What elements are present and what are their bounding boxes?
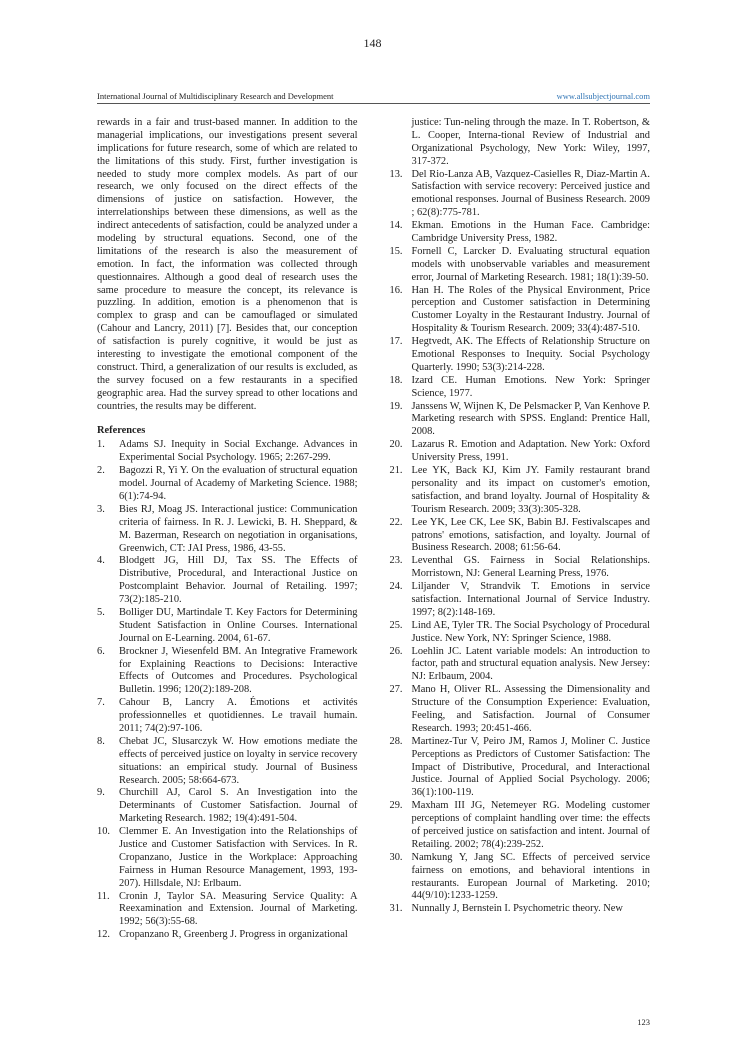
reference-item [97, 826, 358, 890]
reference-number: 7. [97, 697, 105, 709]
reference-number: 27. [389, 684, 403, 696]
reference-number: 5. [97, 606, 105, 618]
reference-item [97, 787, 358, 826]
reference-text: Bies RJ, Moag JS. Interactional justice: Communication criteria of fairness. In R. J. Lewicki, B. H. Sheppard, & M. Bazerman, Research on negotiation in organisations, Greenwich, CT: JAI Press, 1986, 43-55. [119, 503, 358, 554]
reference-item [97, 929, 358, 942]
journal-header [97, 91, 650, 101]
reference-text: Mano H, Oliver RL. Assessing the Dimensionality and Structure of the Consumption Experience: Evaluation, Feeling, and Satisfaction. Journal of Consumer Research. 1993; 20:451-466. [411, 684, 650, 734]
reference-item [390, 800, 651, 852]
reference-text: Lind AE, Tyler TR. The Social Psychology of Procedural Justice. New York, NY: Springer Science, 1988. [411, 619, 650, 644]
reference-number: 19. [389, 400, 403, 412]
reference-item [97, 736, 358, 788]
reference-text: Janssens W, Wijnen K, De Pelsmacker P, Van Kenhove P. Marketing research with SPSS. England: Prentice Hall, 2008. [411, 400, 650, 438]
reference-number: 30. [389, 851, 403, 863]
reference-item [97, 646, 358, 698]
top-page-number: 148 [363, 36, 382, 50]
reference-text: Bolliger DU, Martindale T. Key Factors for Determining Student Satisfaction in Online Courses. International Journal on E-Learning. 2004, 61-67. [119, 606, 358, 644]
right-column [390, 117, 651, 942]
reference-text: Fornell C, Larcker D. Evaluating structural equation models with unobservable variables and measurement error, Journal of Marketing Research. 1981; 18(1):39-50. [411, 245, 650, 283]
reference-text: Cronin J, Taylor SA. Measuring Service Quality: A Reexamination and Extension. Journal of Marketing. 1992; 56(3):55-68. [119, 890, 358, 928]
reference-number: 6. [97, 645, 105, 657]
reference-text: Adams SJ. Inequity in Social Exchange. Advances in Experimental Social Psychology. 1965; 2:267-299. [119, 439, 358, 464]
reference-text: Maxham III JG, Netemeyer RG. Modeling customer perceptions of complaint handling over time: the effects of perceived justice on satisfaction and intent. Journal of Retailing. 2002; 78(4):239-252. [411, 800, 650, 850]
reference-text: Brockner J, Wiesenfeld BM. An Integrative Framework for Explaining Reactions to Decisions: Interactive Effects of Outcomes and Procedures. Psychological Bulletin. 1996; 120(2):189-208. [119, 645, 358, 696]
reference-number: 4. [97, 555, 105, 567]
reference-item [390, 581, 651, 620]
reference-text: Lazarus R. Emotion and Adaptation. New York: Oxford University Press, 1991. [411, 439, 650, 464]
reference-item [390, 375, 651, 401]
reference-text: Lee YK, Back KJ, Kim JY. Family restaurant brand personality and its impact on customer's emotion, satisfaction, and brand loyalty. Journal of Hospitality & Tourism Research. 2009; 33(3):305-328. [411, 465, 650, 515]
two-column-body [97, 117, 650, 942]
reference-item [97, 439, 358, 465]
reference-text: Martinez-Tur V, Peiro JM, Ramos J, Moliner C. Justice Perceptions as Predictors of Customer Satisfaction: The Impact of Distributive, Procedural, and Interactional Justice. Journal of Applied Social Psychology. 2006; 36(1):100-119. [411, 735, 650, 799]
reference-number: 2. [97, 465, 105, 477]
body-paragraph: rewards in a fair and trust-based manner. In addition to the managerial implications, our investigations present several implications for future research, some of which are related to the limitations of this study. First, further investigation is needed to study more complex models. As part of our research, we only focused on the direct effects of the dimensions of justice on satisfaction. However, the interrelationships between these dimensions, as well as the indirect antecedents of satisfaction, could be analyzed under a modeling by structural equations. Second, one of the limitations of the research is also the measurement of emotion. In fact, the information was collected through questionnaires. Although a good deal of research uses the same procedure to measure the concept, its relevance is puzzling. In addition, emotion is a phenomenon that is complex to grasp and can be camouflaged or simulated (Cahour and Lancry, 2011) [7]. Besides that, our conception of satisfaction is purely cognitive, it would be just as interesting to investigate the emotional component of the construct. Third, a generalization of our results is excluded, as the survey focused on a few restaurants in a specified geographic area. Had the survey spread to other locations and countries, the results may be different. [97, 117, 358, 412]
reference-number: 1. [97, 439, 105, 451]
reference-item [390, 684, 651, 736]
reference-item [390, 285, 651, 337]
reference-item [390, 620, 651, 646]
reference-number: 15. [389, 245, 403, 257]
reference-number: 29. [389, 800, 403, 812]
journal-name: International Journal of Multidisciplinary Research and Development [97, 91, 334, 101]
reference-number: 23. [389, 555, 403, 567]
reference-item [390, 555, 651, 581]
reference-number: 11. [97, 890, 110, 902]
reference-text: Blodgett JG, Hill DJ, Tax SS. The Effects of Distributive, Procedural, and Interactional Justice on Postcomplaint Behavior. Journal of Retailing. 1997; 73(2):185-210. [119, 555, 358, 606]
reference-number: 21. [389, 465, 403, 477]
reference-item [390, 852, 651, 904]
reference-number: 26. [389, 645, 403, 657]
reference-number: 3. [97, 503, 105, 515]
reference-item [97, 607, 358, 646]
reference-item [390, 336, 651, 375]
bottom-page-number: 123 [637, 1017, 650, 1027]
reference-text: Bagozzi R, Yi Y. On the evaluation of structural equation model. Journal of Academy of Marketing Science. 1988; 6(1):74-94. [119, 465, 358, 502]
reference-text: Clemmer E. An Investigation into the Relationships of Justice and Customer Satisfaction with Services. In R. Cropanzano, Justice in the Workplace: Approaching Fairness in Human Resource Management, 1993, 193-207). Hillsdale, NJ: Erlbaum. [119, 826, 358, 889]
reference-number: 13. [389, 168, 403, 180]
reference-text: Ekman. Emotions in the Human Face. Cambridge: Cambridge University Press, 1982. [411, 220, 650, 245]
reference-item [390, 169, 651, 221]
reference-item [97, 555, 358, 607]
reference-item [390, 465, 651, 517]
reference-text: Han H. The Roles of the Physical Environment, Price perception and Customer satisfaction in Determining Customer Loyalty in the Restaurant Industry. Journal of Hospitality & Tourism Research. 2009; 33(4):487-510. [411, 284, 650, 335]
reference-text: Leventhal GS. Fairness in Social Relationships. Morristown, NJ: General Learning Press, 1976. [411, 555, 650, 580]
reference-item [390, 517, 651, 556]
reference-text: Cahour B, Lancry A. Émotions et activités professionnelles et quotidiennes. Le travail humain. 2011; 74(2):97-106. [119, 697, 358, 734]
reference-continuation: justice: Tun-neling through the maze. In T. Robertson, & L. Cooper, Interna-tional Review of Industrial and Organizational Psychology, New York: Wiley, 1997, 317-372. [411, 117, 650, 167]
reference-item [390, 401, 651, 440]
reference-item [390, 903, 651, 916]
reference-number: 17. [389, 336, 403, 348]
reference-text: Liljander V, Strandvik T. Emotions in service satisfaction. International Journal of Service Industry. 1997; 8(2):148-169. [411, 581, 650, 618]
journal-website-link[interactable]: www.allsubjectjournal.com [556, 91, 650, 101]
reference-number: 8. [97, 735, 105, 747]
reference-item [390, 246, 651, 285]
reference-number: 20. [389, 439, 403, 451]
reference-text: Del Rio-Lanza AB, Vazquez-Casielles R, Diaz-Martin A. Satisfaction with service recovery: Perceived justice and emotional responses. Journal of Business Research. 2009 ; 62(8):775-781. [411, 168, 650, 219]
reference-text: Chebat JC, Slusarczyk W. How emotions mediate the effects of perceived justice on loyalty in service recovery situations: an empirical study. Journal of Business Research. 2005; 58:664-673. [119, 735, 358, 786]
references-list-right [390, 169, 651, 917]
reference-item [390, 439, 651, 465]
reference-item [390, 736, 651, 800]
reference-text: Izard CE. Human Emotions. New York: Springer Science, 1977. [411, 374, 650, 399]
reference-text: Hegtvedt, AK. The Effects of Relationship Structure on Emotional Responses to Inequity. Social Psychology Quarterly. 1990; 53(3):214-228. [411, 336, 650, 373]
reference-text: Nunnally J, Bernstein I. Psychometric theory. New [411, 903, 623, 915]
reference-item [97, 504, 358, 556]
left-column [97, 117, 358, 942]
reference-item [97, 465, 358, 504]
reference-number: 25. [389, 619, 403, 631]
reference-item [390, 220, 651, 246]
references-heading: References [97, 425, 146, 437]
reference-number: 28. [389, 735, 403, 747]
reference-item [97, 697, 358, 736]
reference-number: 24. [389, 581, 403, 593]
reference-number: 9. [97, 787, 105, 799]
reference-item [390, 646, 651, 685]
header-divider [97, 103, 650, 104]
reference-number: 12. [97, 929, 110, 941]
reference-text: Namkung Y, Jang SC. Effects of perceived service fairness on emotions, and behavioral intentions in restaurants. European Journal of Marketing. 2010; 44(9/10):1233-1259. [411, 851, 650, 902]
reference-text: Cropanzano R, Greenberg J. Progress in organizational [119, 929, 348, 941]
reference-text: Loehlin JC. Latent variable models: An introduction to factor, path and structural equation analysis. New Jersey: NJ: Erlbaum, 2004. [411, 645, 650, 683]
reference-text: Lee YK, Lee CK, Lee SK, Babin BJ. Festivalscapes and patrons' emotions, satisfaction, and loyalty. Journal of Business Research. 2008; 61:56-64. [411, 516, 650, 554]
reference-number: 16. [389, 284, 403, 296]
references-list-left [97, 439, 358, 942]
reference-number: 14. [389, 220, 403, 232]
reference-number: 31. [389, 903, 403, 915]
reference-number: 22. [389, 516, 403, 528]
reference-text: Churchill AJ, Carol S. An Investigation into the Determinants of Customer Satisfaction. Journal of Marketing Research. 1982; 19(4):491-504. [119, 787, 358, 825]
reference-number: 18. [389, 374, 403, 386]
reference-item [97, 891, 358, 930]
reference-number: 10. [97, 826, 110, 838]
